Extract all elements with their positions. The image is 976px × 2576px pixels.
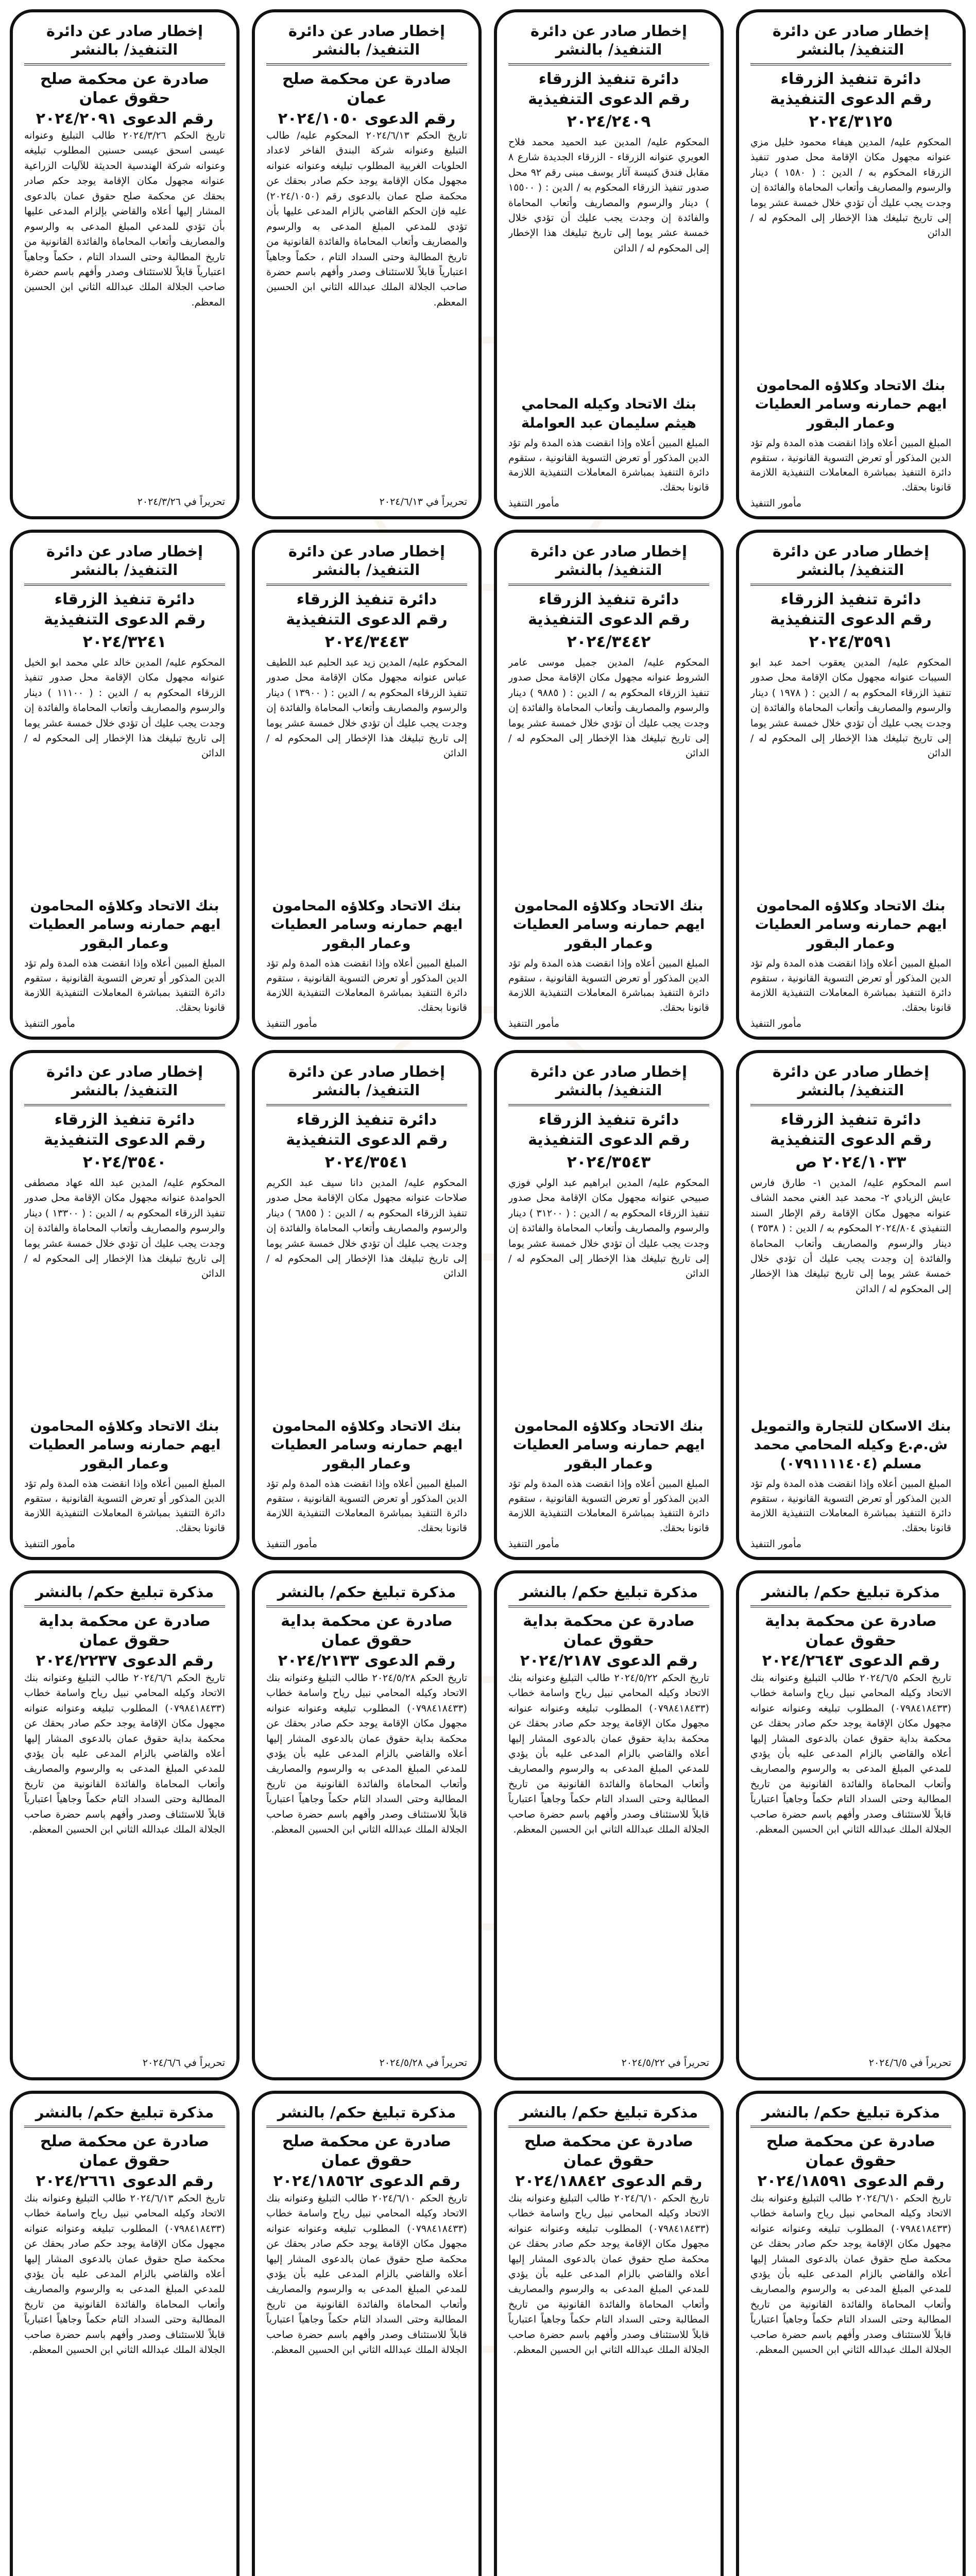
notices-grid [10,9,966,2576]
notice-case-number: ٢٠٢٤/٣٥٤١ [324,1153,409,1172]
notice-department: صادرة عن محكمة بداية حقوق عمان [281,1612,453,1650]
notice-department: صادرة عن محكمة صلح حقوق عمان [524,2132,694,2170]
notice-signature: مأمور التنفيذ [24,1538,76,1550]
notice-department: دائرة تنفيذ الزرقاء [296,590,437,608]
notice-body: تاريخ الحكم ٢٠٢٤/٦/١٠ طالب التبليغ وعنوانه بنك الاتحاد وكيله المحامي نبيل رياح واسامة خطاب (٠٧٩٨٤١٨٤٣٣) المطلوب تبليغه وعنوانه عنوانه مجهول مكان الإقامة يوجد حكم صادر بحقك عن محكمة صلح حقوق عمان بالدعوى المشار إليها أعلاه والقاضي بالزام المدعى عليه بأن يؤدي للمدعي المبلغ المدعى به والرسوم والمصاريف وأتعاب المحاماة والفائدة القانونية من تاريخ المطالبة وحتى السداد التام حكماً وجاهياً اعتبارياً قابلاً للاستئناف وصدر وأفهم باسم حضرة صاحب الجلالة الملك عبدالله الثاني ابن الحسين المعظم. [266,2192,467,2356]
notice-footer: تحريراً في ٢٠٢٤/٥/٢٨ [379,2057,467,2069]
notice-case-title: رقم الدعوى ٢٠٢٤/٢١٣٣ [278,1652,456,1670]
notice-department: دائرة تنفيذ الزرقاء [780,590,921,608]
notice-body: تاريخ الحكم ٢٠٢٤/٥/٢٢ طالب التبليغ وعنوانه بنك الاتحاد وكيله المحامي نبيل رياح واسامة خطاب (٠٧٩٨٤١٨٤٣٣) المطلوب تبليغه وعنوانه عنوانه مجهول مكان الإقامة يوجد حكم صادر بحقك عن محكمة بداية حقوق عمان بالدعوى المشار إليها أعلاه والقاضي بالزام المدعى عليه بأن يؤدي للمدعي المبلغ المدعى به والرسوم والمصاريف وأتعاب المحاماة والفائدة القانونية من تاريخ المطالبة وحتى السداد التام حكماً وجاهياً اعتبارياً قابلاً للاستئناف وصدر وأفهم باسم حضرة صاحب الجلالة الملك عبدالله الثاني ابن الحسين المعظم. [508,1672,709,1836]
notice-case-title: رقم الدعوى التنفيذية [44,611,206,629]
notice-case-title: رقم الدعوى التنفيذية [528,1131,690,1149]
legal-notice [10,1050,239,1560]
notice-case-title: رقم الدعوى ٢٠٢٤/٢٢٣٧ [36,1652,214,1670]
notice-case-title: رقم الدعوى ٢٠٢٤/١٨٨٤٢ [515,2172,703,2191]
legal-notice [10,2091,239,2576]
notice-case-number: ٢٠٢٤/٣٤٤٣ [324,632,409,651]
notice-department: صادرة عن محكمة بداية حقوق عمان [39,1612,211,1650]
notice-body: المحكوم عليه/ المدين هيفاء محمود خليل مزي عنوانه مجهول مكان الإقامة محل صدور تنفيذ الزرقاء المحكوم به / الدين : ( ١٥٨٠ ) دينار والرسوم والمصاريف وأتعاب المحاماة والفائدة إن وجدت يجب عليك أن تؤدي خلال خمسة عشر يوما إلى تاريخ تبليغك هذا الإخطار إلى المحكوم له / الدائن [750,136,951,239]
notice-case-title: رقم الدعوى ٢٠٢٤/١٠٥٠ [278,109,456,128]
notice-header: إخطار صادر عن دائرة التنفيذ/ بالنشر [750,1062,951,1106]
legal-notice [252,9,482,519]
notice-header: إخطار صادر عن دائرة التنفيذ/ بالنشر [750,22,951,65]
notice-header: إخطار صادر عن دائرة التنفيذ/ بالنشر [24,1062,225,1106]
notice-claimant: بنك الاسكان للتجارة والتمويل ش.م.ع وكيله المحامي محمد مسلم (٠٧٩١١١١٤٠٤) [750,1418,951,1472]
notice-header: إخطار صادر عن دائرة التنفيذ/ بالنشر [24,22,225,65]
notice-department: دائرة تنفيذ الزرقاء [54,1110,195,1129]
notice-body: تاريخ الحكم ٢٠٢٤/٥/٢٨ طالب التبليغ وعنوانه بنك الاتحاد وكيله المحامي نبيل رياح واسامة خطاب (٠٧٩٨٤١٨٤٣٣) المطلوب تبليغه وعنوانه عنوانه مجهول مكان الإقامة يوجد حكم صادر بحقك عن محكمة بداية حقوق عمان بالدعوى المشار إليها أعلاه والقاضي بالزام المدعى عليه بأن يؤدي للمدعي المبلغ المدعى به والرسوم والمصاريف وأتعاب المحاماة والفائدة القانونية من تاريخ المطالبة وحتى السداد التام حكماً وجاهياً اعتبارياً قابلاً للاستئناف وصدر وأفهم باسم حضرة صاحب الجلالة الملك عبدالله الثاني ابن الحسين المعظم. [266,1672,467,1836]
notice-case-title: رقم الدعوى التنفيذية [770,1131,932,1149]
notice-body: تاريخ الحكم ٢٠٢٤/٦/٦ طالب التبليغ وعنوانه بنك الاتحاد وكيله المحامي نبيل رياح واسامة خطاب (٠٧٩٨٤١٨٤٣٣) المطلوب تبليغه وعنوانه عنوانه مجهول مكان الإقامة يوجد حكم صادر بحقك عن محكمة بداية حقوق عمان بالدعوى المشار إليها أعلاه والقاضي بالزام المدعى عليه بأن يؤدي للمدعي المبلغ المدعى به والرسوم والمصاريف وأتعاب المحاماة والفائدة القانونية من تاريخ المطالبة وحتى السداد التام حكماً وجاهياً اعتبارياً قابلاً للاستئناف وصدر وأفهم باسم حضرة صاحب الجلالة الملك عبدالله الثاني ابن الحسين المعظم. [24,1672,225,1836]
notice-footer: المبلغ المبين أعلاه وإذا انقضت هذه المدة ولم تؤد الدين المذكور أو تعرض التسوية القانونية ، ستقوم دائرة التنفيذ بمباشرة المعاملات التنفيذية اللازمة قانونا بحقك. [750,437,951,493]
notice-case-title: رقم الدعوى ٢٠٢٤/٢٠٩١ [36,109,214,128]
legal-notice [736,1050,966,1560]
notice-case-number: ٢٠٢٤/٣٥٤٣ [567,1153,651,1172]
notice-case-number: ٢٠٢٤/٣١٢٥ [809,112,893,131]
notice-body: تاريخ الحكم ٢٠٢٤/٦/١٣ طالب التبليغ وعنوانه بنك الاتحاد وكيله المحامي نبيل رياح واسامة خطاب (٠٧٩٨٤١٨٤٣٣) المطلوب تبليغه وعنوانه عنوانه مجهول مكان الإقامة يوجد حكم صادر بحقك عن محكمة صلح حقوق عمان بالدعوى المشار إليها أعلاه والقاضي بالزام المدعى عليه بأن يؤدي للمدعي المبلغ المدعى به والرسوم والمصاريف وأتعاب المحاماة والفائدة القانونية من تاريخ المطالبة وحتى السداد التام حكماً وجاهياً اعتبارياً قابلاً للاستئناف وصدر وأفهم باسم حضرة صاحب الجلالة الملك عبدالله الثاني ابن الحسين المعظم. [24,2192,225,2356]
legal-notice [10,9,239,519]
notice-signature: مأمور التنفيذ [750,498,802,509]
notice-claimant: بنك الاتحاد وكلاؤه المحامون ايهم حمارنه وسامر العطيات وعمار البقور [270,897,463,952]
notice-body: تاريخ الحكم ٢٠٢٤/٦/١٣ المحكوم عليه/ طالب التبليغ وعنوانه شركة البندق الفاخر لاعداد الحلويات الغربية المطلوب تبليغه وعنوانه عنوانه مجهول مكان الإقامة يوجد حكم صادر بحقك عن محكمة صلح عمان بالدعوى رقم (٢٠٢٤/١٠٥٠) عليه فإن الحكم القاضي بالزام المدعى عليها بأن تؤدي للمدعي المبلغ المدعى به والرسوم والمصاريف وأتعاب المحاماة والفائدة القانونية من تاريخ المطالبة وحتى السداد التام ، حكماً وجاهياً اعتبارياً قابلاً للاستئناف وصدر وأفهم باسم حضرة صاحب الجلالة الملك عبدالله الثاني ابن الحسين المعظم. [266,130,467,308]
notice-claimant: بنك الاتحاد وكلاؤه المحامون ايهم حمارنه وسامر العطيات وعمار البقور [512,1418,705,1472]
notice-case-title: رقم الدعوى ٢٠٢٤/٢٦٤٣ [762,1652,940,1670]
notice-body: المحكوم عليه/ المدين عبد الله عهاد مصطفى الحوامدة عنوانه مجهول مكان الإقامة محل صدور تنفيذ الزرقاء المحكوم به / الدين : ( ١٣٣٠٠ ) دينار والرسوم والمصاريف وأتعاب المحاماة والفائدة إن وجدت يجب عليك أن تؤدي خلال خمسة عشر يوما إلى تاريخ تبليغك هذا الإخطار إلى المحكوم له / الدائن [24,1177,225,1280]
legal-notice [494,530,724,1040]
notice-footer: المبلغ المبين أعلاه وإذا انقضت هذه المدة ولم تؤد الدين المذكور أو تعرض التسوية القانونية ، ستقوم دائرة التنفيذ بمباشرة المعاملات التنفيذية اللازمة قانونا بحقك. [508,1478,709,1534]
legal-notice [494,9,724,519]
notice-case-number: ٢٠٢٤/٣٤٤٢ [567,632,651,651]
notice-header: مذكرة تبليغ حكم/ بالنشر [750,1583,951,1607]
notice-case-title: رقم الدعوى التنفيذية [528,90,690,108]
notice-department: دائرة تنفيذ الزرقاء [296,1110,437,1129]
legal-notice [736,1570,966,2080]
notice-signature: مأمور التنفيذ [750,1538,802,1550]
notice-department: صادرة عن محكمة صلح حقوق عمان [40,2132,210,2170]
notice-case-title: رقم الدعوى التنفيذية [528,611,690,629]
notice-department: صادرة عن محكمة بداية حقوق عمان [765,1612,937,1650]
notice-department: دائرة تنفيذ الزرقاء [54,590,195,608]
notice-footer: المبلغ المبين أعلاه وإذا انقضت هذه المدة ولم تؤد الدين المذكور أو تعرض التسوية القانونية ، ستقوم دائرة التنفيذ بمباشرة المعاملات التنفيذية اللازمة قانونا بحقك. [266,958,467,1013]
notice-case-title: رقم الدعوى التنفيذية [286,611,448,629]
notice-department: دائرة تنفيذ الزرقاء [538,590,679,608]
notice-department: صادرة عن محكمة صلح حقوق عمان [766,2132,936,2170]
notice-case-number: ٢٠٢٤/٣٥٩١ [809,632,893,651]
notice-signature: مأمور التنفيذ [750,1018,802,1029]
notice-claimant: بنك الاتحاد وكلاؤه المحامون ايهم حمارنه وسامر العطيات وعمار البقور [755,377,947,431]
notice-footer: المبلغ المبين أعلاه وإذا انقضت هذه المدة ولم تؤد الدين المذكور أو تعرض التسوية القانونية ، ستقوم دائرة التنفيذ بمباشرة المعاملات التنفيذية اللازمة قانونا بحقك. [508,958,709,1013]
notice-header: إخطار صادر عن دائرة التنفيذ/ بالنشر [266,22,467,65]
notice-department: صادرة عن محكمة بداية حقوق عمان [523,1612,695,1650]
notice-case-title: رقم الدعوى التنفيذية [770,611,932,629]
notice-signature: مأمور التنفيذ [508,1538,560,1550]
notice-signature: مأمور التنفيذ [508,1018,560,1029]
legal-notice [736,9,966,519]
notice-header: مذكرة تبليغ حكم/ بالنشر [508,2103,709,2128]
notice-department: دائرة تنفيذ الزرقاء [538,70,679,88]
notice-footer: تحريراً في ٢٠٢٤/٦/٥ [868,2057,951,2069]
notice-body: المحكوم عليه/ المدين خالد علي محمد ابو الخيل عنوانه مجهول مكان الإقامة محل صدور تنفيذ الزرقاء المحكوم به / الدين : ( ١١١٠٠ ) دينار والرسوم والمصاريف وأتعاب المحاماة والفائدة إن وجدت يجب عليك أن تؤدي خلال خمسة عشر يوما إلى تاريخ تبليغك هذا الإخطار إلى المحكوم له / الدائن [24,656,225,759]
notice-body: المحكوم عليه/ المدين يعقوب احمد عبد ابو السيبات عنوانه مجهول مكان الإقامة محل صدور تنفيذ الزرقاء المحكوم به / الدين : ( ١٩٧٨ ) دينار والرسوم والمصاريف وأتعاب المحاماة والفائدة إن وجدت يجب عليك أن تؤدي خلال خمسة عشر يوما إلى تاريخ تبليغك هذا الإخطار إلى المحكوم له / الدائن [750,656,951,759]
notice-body: المحكوم عليه/ المدين جميل موسى عامر الشروط عنوانه مجهول مكان الإقامة محل صدور تنفيذ الزرقاء المحكوم به / الدين : ( ٩٨٨٥ ) دينار والرسوم والمصاريف وأتعاب المحاماة والفائدة إن وجدت يجب عليك أن تؤدي خلال خمسة عشر يوما إلى تاريخ تبليغك هذا الإخطار إلى المحكوم له / الدائن [508,656,709,759]
legal-notice [252,2091,482,2576]
notice-signature: مأمور التنفيذ [266,1018,318,1029]
legal-notice [494,1050,724,1560]
notice-body: المحكوم عليه/ المدين ابراهيم عبد الولي فوزي صبيحي عنوانه مجهول مكان الإقامة محل صدور تنفيذ الزرقاء المحكوم به / الدين : ( ٣١٢٠٠ ) دينار والرسوم والمصاريف وأتعاب المحاماة والفائدة إن وجدت يجب عليك أن تؤدي خلال خمسة عشر يوما إلى تاريخ تبليغك هذا الإخطار إلى المحكوم له / الدائن [508,1177,709,1280]
notice-header: إخطار صادر عن دائرة التنفيذ/ بالنشر [266,542,467,586]
notice-claimant: بنك الاتحاد وكلاؤه المحامون ايهم حمارنه وسامر العطيات وعمار البقور [270,1418,463,1472]
notice-header: مذكرة تبليغ حكم/ بالنشر [508,1583,709,1607]
notice-body: تاريخ الحكم ٢٠٢٤/٦/٥ طالب التبليغ وعنوانه بنك الاتحاد وكيله المحامي نبيل رياح واسامة خطاب (٠٧٩٨٤١٨٤٣٣) المطلوب تبليغه وعنوانه عنوانه مجهول مكان الإقامة يوجد حكم صادر بحقك عن محكمة بداية حقوق عمان بالدعوى المشار إليها أعلاه والقاضي بالزام المدعى عليه بأن يؤدي للمدعي المبلغ المدعى به والرسوم والمصاريف وأتعاب المحاماة والفائدة القانونية من تاريخ المطالبة وحتى السداد التام حكماً وجاهياً اعتبارياً قابلاً للاستئناف وصدر وأفهم باسم حضرة صاحب الجلالة الملك عبدالله الثاني ابن الحسين المعظم. [750,1672,951,1836]
notice-header: إخطار صادر عن دائرة التنفيذ/ بالنشر [508,22,709,65]
notice-department: دائرة تنفيذ الزرقاء [780,1110,921,1129]
notice-claimant: بنك الاتحاد وكلاؤه المحامون ايهم حمارنه وسامر العطيات وعمار البقور [755,897,947,952]
notice-body: تاريخ الحكم ٢٠٢٤/٦/١٠ طالب التبليغ وعنوانه بنك الاتحاد وكيله المحامي نبيل رياح واسامة خطاب (٠٧٩٨٤١٨٤٣٣) المطلوب تبليغه وعنوانه عنوانه مجهول مكان الإقامة يوجد حكم صادر بحقك عن محكمة صلح حقوق عمان بالدعوى المشار إليها أعلاه والقاضي بالزام المدعى عليه بأن يؤدي للمدعي المبلغ المدعى به والرسوم والمصاريف وأتعاب المحاماة والفائدة القانونية من تاريخ المطالبة وحتى السداد التام حكماً وجاهياً اعتبارياً قابلاً للاستئناف وصدر وأفهم باسم حضرة صاحب الجلالة الملك عبدالله الثاني ابن الحسين المعظم. [508,2192,709,2356]
notice-signature: مأمور التنفيذ [508,498,560,509]
notice-case-number: ٢٠٢٤/٢٤٠٩ [567,112,651,131]
notice-footer: المبلغ المبين أعلاه وإذا انقضت هذه المدة ولم تؤد الدين المذكور أو تعرض التسوية القانونية ، ستقوم دائرة التنفيذ بمباشرة المعاملات التنفيذية اللازمة قانونا بحقك. [266,1478,467,1534]
notice-footer: المبلغ المبين أعلاه وإذا انقضت هذه المدة ولم تؤد الدين المذكور أو تعرض التسوية القانونية ، ستقوم دائرة التنفيذ بمباشرة المعاملات التنفيذية اللازمة قانونا بحقك. [750,958,951,1013]
notice-case-title: رقم الدعوى ٢٠٢٤/١٨٥٦٢ [273,2172,460,2191]
notice-signature: مأمور التنفيذ [266,1538,318,1550]
legal-notice [494,1570,724,2080]
notice-header: إخطار صادر عن دائرة التنفيذ/ بالنشر [750,542,951,586]
notice-department: صادرة عن محكمة صلح حقوق عمان [40,70,210,107]
notice-body: تاريخ الحكم ٢٠٢٤/٦/١٠ طالب التبليغ وعنوانه بنك الاتحاد وكيله المحامي نبيل رياح واسامة خطاب (٠٧٩٨٤١٨٤٣٣) المطلوب تبليغه وعنوانه عنوانه مجهول مكان الإقامة يوجد حكم صادر بحقك عن محكمة صلح حقوق عمان بالدعوى المشار إليها أعلاه والقاضي بالزام المدعى عليه بأن يؤدي للمدعي المبلغ المدعى به والرسوم والمصاريف وأتعاب المحاماة والفائدة القانونية من تاريخ المطالبة وحتى السداد التام حكماً وجاهياً اعتبارياً قابلاً للاستئناف وصدر وأفهم باسم حضرة صاحب الجلالة الملك عبدالله الثاني ابن الحسين المعظم. [750,2192,951,2356]
notice-header: إخطار صادر عن دائرة التنفيذ/ بالنشر [508,1062,709,1106]
notice-claimant: بنك الاتحاد وكلاؤه المحامون ايهم حمارنه وسامر العطيات وعمار البقور [28,897,221,952]
notice-footer: المبلغ المبين أعلاه وإذا انقضت هذه المدة ولم تؤد الدين المذكور أو تعرض التسوية القانونية ، ستقوم دائرة التنفيذ بمباشرة المعاملات التنفيذية اللازمة قانونا بحقك. [24,958,225,1013]
notice-body: اسم المحكوم عليه/ المدين ١- طارق فارس عايش الزيادي ٢- محمد عبد الغني محمد الشاف عنوانه مجهول مكان الإقامة رقم الإطار السند التنفيذي ٢٠٢٤/٨٠٤ المحكوم به / الدين : ( ٣٥٣٨ ) دينار والرسوم والمصاريف وأتعاب المحاماة والفائدة إن وجدت يجب عليك أن تؤدي خلال خمسة عشر يوما إلى تاريخ تبليغك هذا الإخطار إلى المحكوم له / الدائن [750,1177,951,1295]
legal-notice [252,530,482,1040]
legal-notice [10,530,239,1040]
notice-footer: المبلغ المبين أعلاه وإذا انقضت هذه المدة ولم تؤد الدين المذكور أو تعرض التسوية القانونية ، ستقوم دائرة التنفيذ بمباشرة المعاملات التنفيذية اللازمة قانونا بحقك. [508,437,709,493]
legal-notice [10,1570,239,2080]
notice-claimant: بنك الاتحاد وكيله المحامي هيثم سليمان عبد العواملة [521,396,696,431]
notice-footer: تحريراً في ٢٠٢٤/٥/٢٢ [621,2057,709,2069]
notice-footer: المبلغ المبين أعلاه وإذا انقضت هذه المدة ولم تؤد الدين المذكور أو تعرض التسوية القانونية ، ستقوم دائرة التنفيذ بمباشرة المعاملات التنفيذية اللازمة قانونا بحقك. [750,1478,951,1534]
notice-header: إخطار صادر عن دائرة التنفيذ/ بالنشر [266,1062,467,1106]
notice-case-number: ٢٠٢٤/١٠٣٣ ص [795,1153,906,1172]
notice-department: دائرة تنفيذ الزرقاء [780,70,921,88]
notice-header: مذكرة تبليغ حكم/ بالنشر [266,2103,467,2128]
notice-case-title: رقم الدعوى التنفيذية [286,1131,448,1149]
notice-body: المحكوم عليه/ المدين زيد عبد الحليم عبد اللطيف عباس عنوانه مجهول مكان الإقامة محل صدور تنفيذ الزرقاء المحكوم به / الدين : ( ١٣٩٠٠ ) دينار والرسوم والمصاريف وأتعاب المحاماة والفائدة إن وجدت يجب عليك أن تؤدي خلال خمسة عشر يوما إلى تاريخ تبليغك هذا الإخطار إلى المحكوم له / الدائن [266,656,467,759]
notice-department: صادرة عن محكمة صلح عمان [282,70,452,107]
notice-case-title: رقم الدعوى ٢٠٢٤/٢١٨٧ [520,1652,698,1670]
notice-body: المحكوم عليه/ المدين عبد الحميد محمد فلاح العويري عنوانه الزرقاء - الزرقاء الجديدة شارع ٨ مقابل فندق كنيسة آثار يوسف مبنى رقم ٩٢ محل صدور تنفيذ الزرقاء المحكوم به / الدين : ( ١٥٥٠٠ ) دينار والرسوم والمصاريف وأتعاب المحاماة والفائدة إن وجدت يجب عليك أن تؤدي خلال خمسة عشر يوما إلى تاريخ تبليغك هذا الإخطار إلى المحكوم له / الدائن [508,136,709,254]
notice-footer: تحريراً في ٢٠٢٤/٦/٦ [142,2057,225,2069]
notice-header: مذكرة تبليغ حكم/ بالنشر [750,2103,951,2128]
notice-body: المحكوم عليه/ المدين دانا سيف عبد الكريم صلاحات عنوانه مجهول مكان الإقامة محل صدور تنفيذ الزرقاء المحكوم به / الدين : ( ٦٨٥٥ ) دينار والرسوم والمصاريف وأتعاب المحاماة والفائدة إن وجدت يجب عليك أن تؤدي خلال خمسة عشر يوما إلى تاريخ تبليغك هذا الإخطار إلى المحكوم له / الدائن [266,1177,467,1280]
notice-header: إخطار صادر عن دائرة التنفيذ/ بالنشر [24,542,225,586]
notice-header: إخطار صادر عن دائرة التنفيذ/ بالنشر [508,542,709,586]
notice-header: مذكرة تبليغ حكم/ بالنشر [24,1583,225,1607]
legal-notice [736,530,966,1040]
notice-case-title: رقم الدعوى التنفيذية [770,90,932,108]
notice-footer: المبلغ المبين أعلاه وإذا انقضت هذه المدة ولم تؤد الدين المذكور أو تعرض التسوية القانونية ، ستقوم دائرة التنفيذ بمباشرة المعاملات التنفيذية اللازمة قانونا بحقك. [24,1478,225,1534]
notice-header: مذكرة تبليغ حكم/ بالنشر [266,1583,467,1607]
notice-case-number: ٢٠٢٤/٣٢٤١ [82,632,167,651]
notice-case-number: ٢٠٢٤/٣٥٤٠ [82,1153,167,1172]
legal-notice [252,1050,482,1560]
legal-notice [494,2091,724,2576]
legal-notice [252,1570,482,2080]
notice-case-title: رقم الدعوى ٢٠٢٤/١٨٥٩١ [757,2172,945,2191]
notice-department: صادرة عن محكمة صلح حقوق عمان [282,2132,452,2170]
notice-case-title: رقم الدعوى ٢٠٢٤/٢٦٦١ [36,2172,214,2191]
notice-claimant: بنك الاتحاد وكلاؤه المحامون ايهم حمارنه وسامر العطيات وعمار البقور [512,897,705,952]
notice-body: تاريخ الحكم ٢٠٢٤/٣/٢٦ طالب التبليغ وعنوانه عيسى اسحق عيسى حسنين المطلوب تبليغه وعنوانه شركة الهندسية الحديثة للآليات الزراعية عنوانه مجهول مكان الإقامة يوجد حكم صادر بحقك عن محكمة صلح حقوق عمان بالدعوى المشار إليها أعلاه والقاضي بإلزام المدعى عليها بأن تؤدي للمدعي المبلغ المدعى به والرسوم والمصاريف وأتعاب المحاماة والفائدة القانونية من تاريخ المطالبة وحتى السداد التام ، حكماً وجاهياً اعتبارياً قابلاً للاستئناف وصدر وأفهم باسم حضرة صاحب الجلالة الملك عبدالله الثاني ابن الحسين المعظم. [24,130,225,308]
notice-footer: تحريراً في ٢٠٢٤/٣/٢٦ [137,496,225,507]
notice-footer: تحريراً في ٢٠٢٤/٦/١٣ [379,496,467,507]
notice-case-title: رقم الدعوى التنفيذية [44,1131,206,1149]
notice-claimant: بنك الاتحاد وكلاؤه المحامون ايهم حمارنه وسامر العطيات وعمار البقور [28,1418,221,1472]
notice-header: مذكرة تبليغ حكم/ بالنشر [24,2103,225,2128]
notice-department: دائرة تنفيذ الزرقاء [538,1110,679,1129]
notice-signature: مأمور التنفيذ [24,1018,76,1029]
legal-notice [736,2091,966,2576]
